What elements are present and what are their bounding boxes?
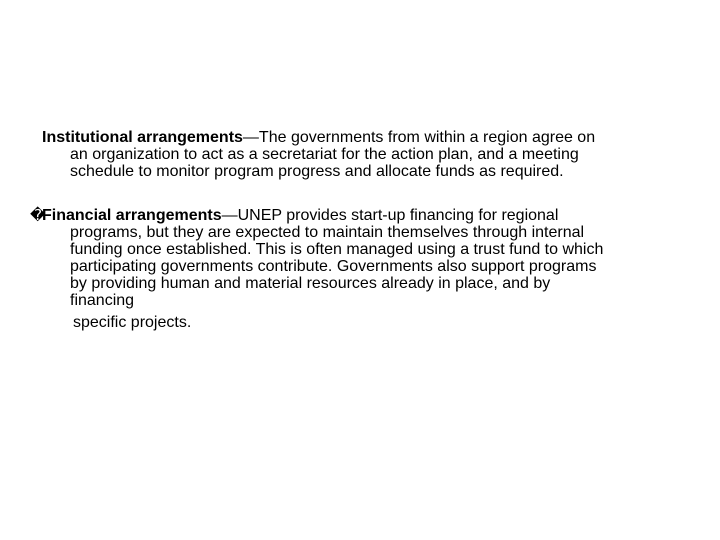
- institutional-arrangements-paragraph: [42, 129, 682, 180]
- financial-line-4: participating governments contribute. Governments also support programs: [70, 258, 597, 275]
- institutional-line-3: schedule to monitor program progress and allocate funds as required.: [70, 163, 564, 180]
- financial-line-2: programs, but they are expected to maintain themselves through internal: [70, 224, 585, 241]
- financial-line-5: by providing human and material resources already in place, and by: [70, 275, 551, 292]
- financial-heading: Financial arrangements: [42, 207, 222, 224]
- financial-arrangements-paragraph: [30, 207, 682, 331]
- bullet-icon: �: [30, 207, 46, 224]
- institutional-heading: Institutional arrangements: [42, 129, 243, 146]
- institutional-line-1: [42, 129, 682, 146]
- institutional-line-1-text: —The governments from within a region agree on: [242, 129, 596, 146]
- financial-line-1-text: —UNEP provides start-up financing for regional: [221, 207, 559, 224]
- financial-line-3: funding once established. This is often managed using a trust fund to which: [70, 241, 604, 258]
- financial-line-6: financing: [70, 292, 135, 309]
- financial-line-7: specific projects.: [73, 314, 192, 331]
- institutional-line-2: an organization to act as a secretariat for the action plan, and a meeting: [70, 146, 579, 163]
- financial-line-1: [30, 207, 682, 224]
